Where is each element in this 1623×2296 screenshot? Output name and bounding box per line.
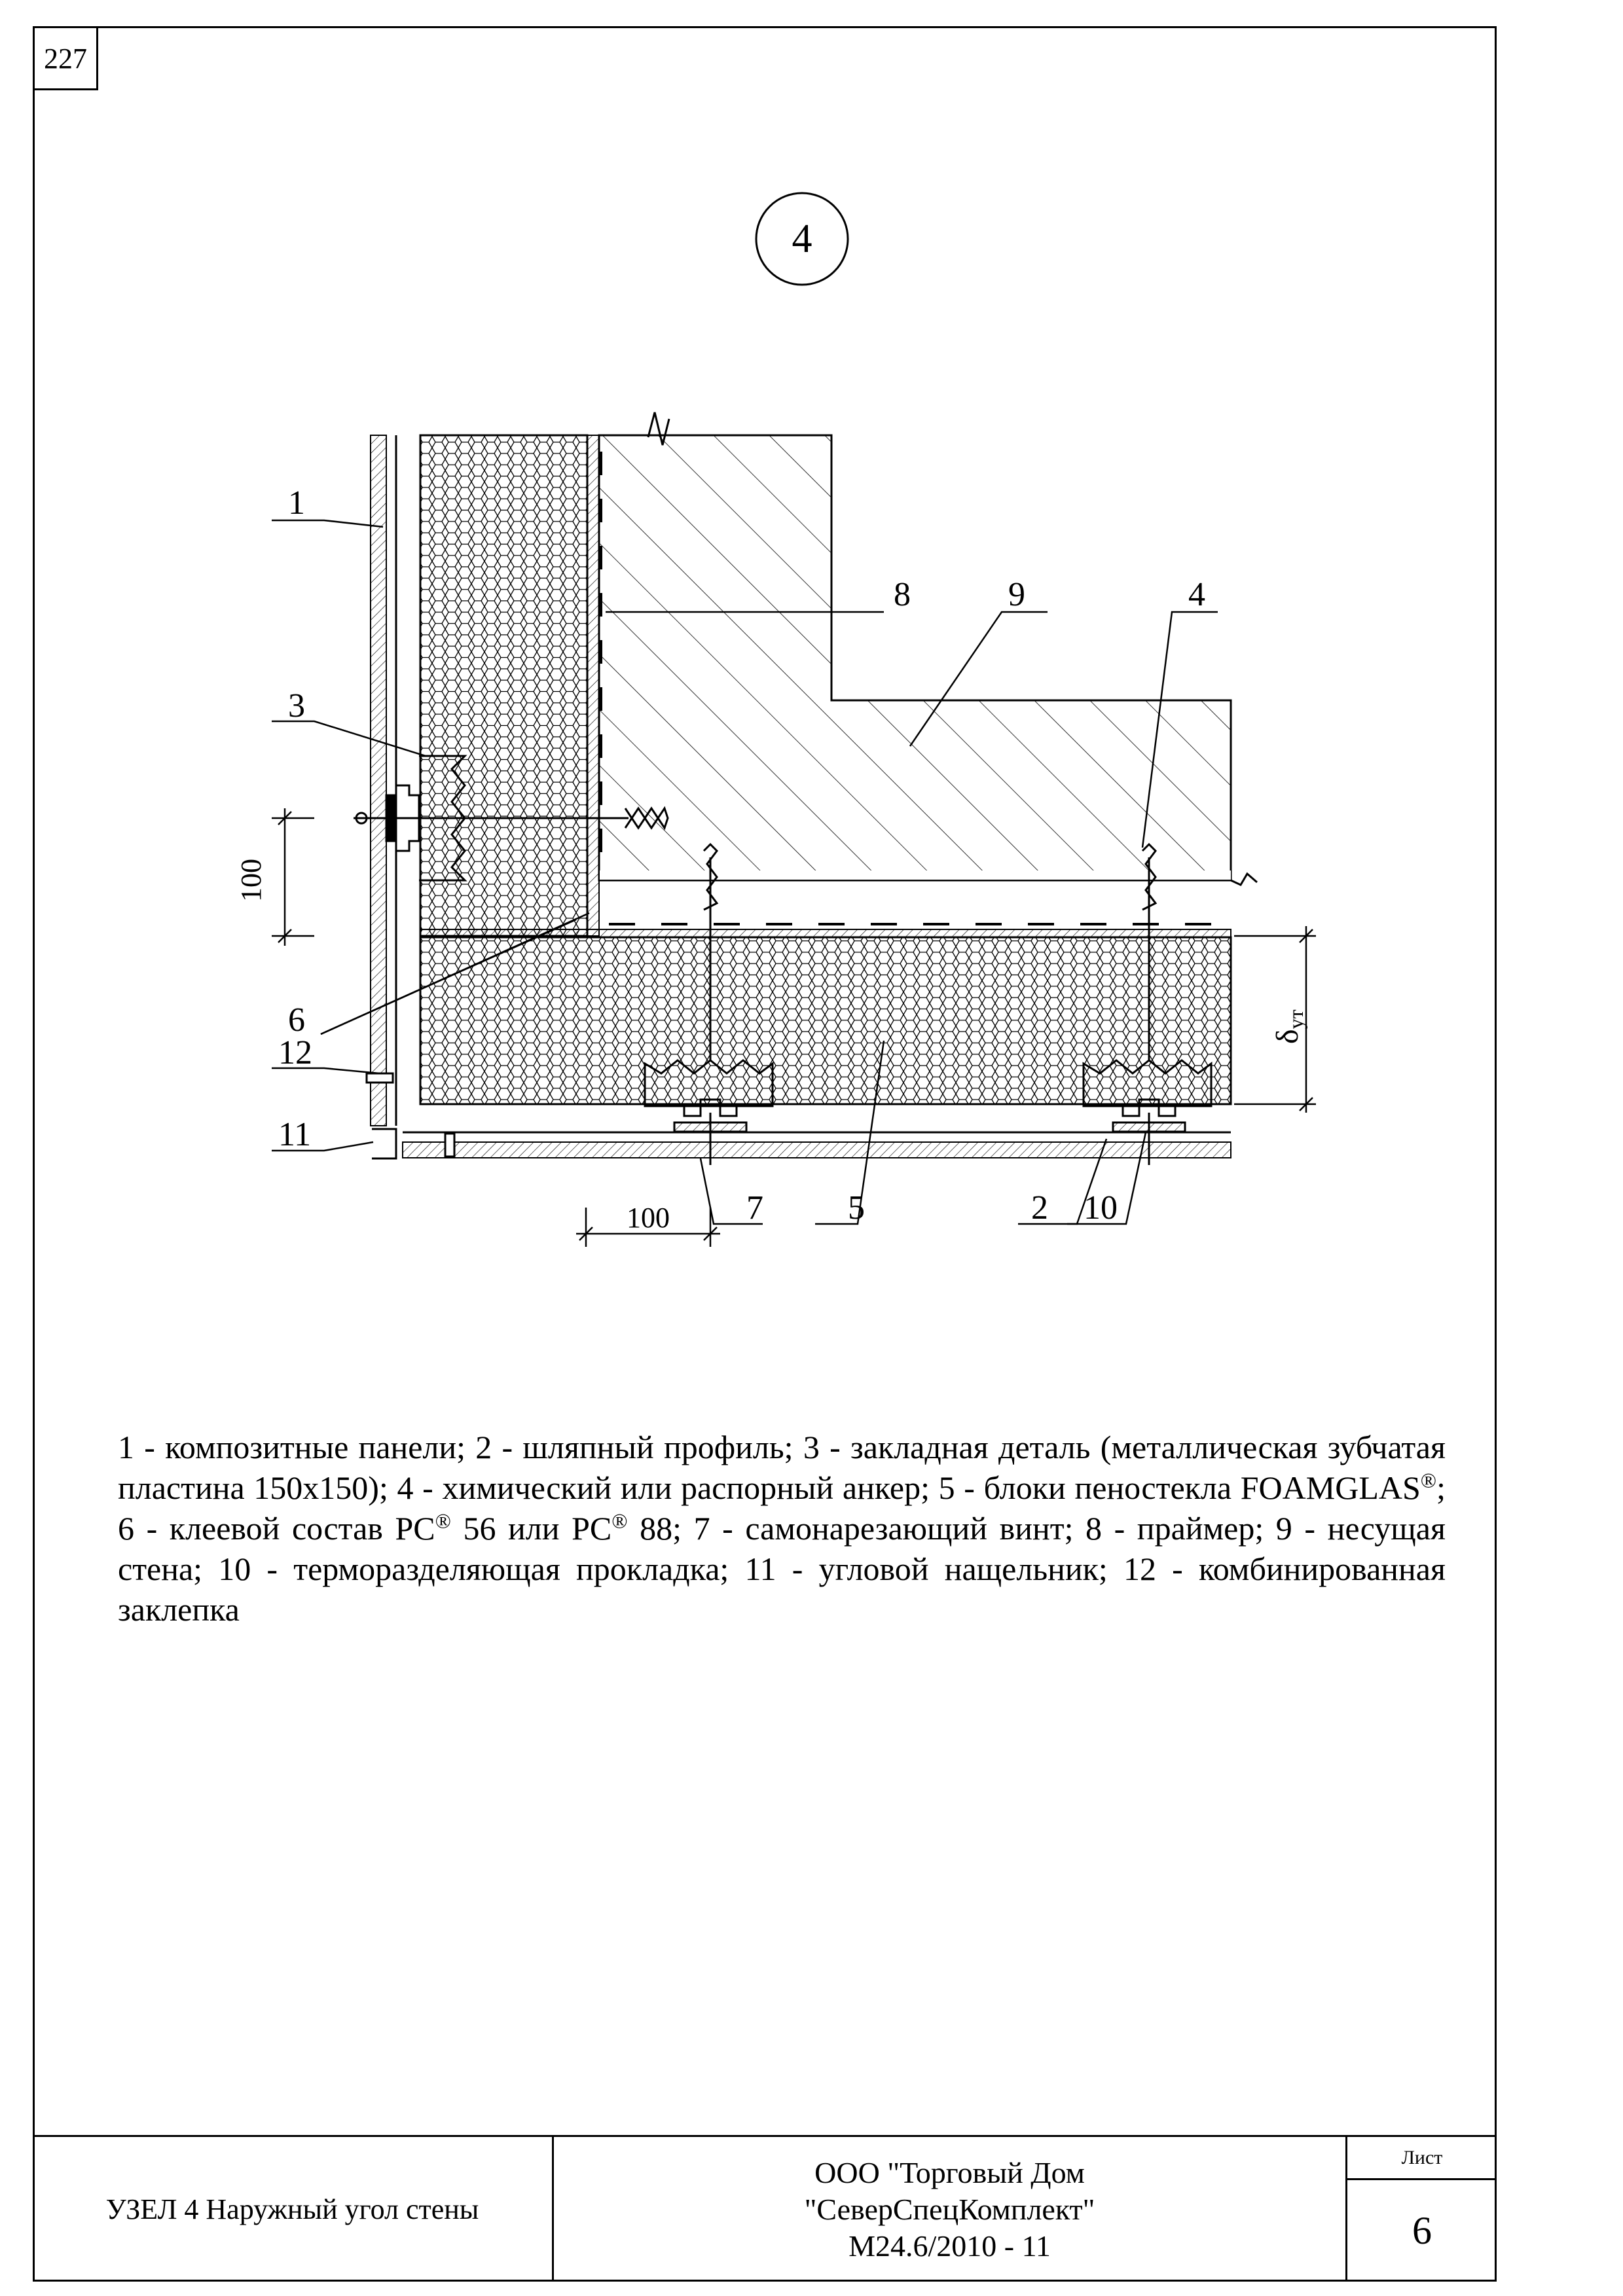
dimension-horizontal-100-label: 100 — [627, 1202, 670, 1234]
node-number: 4 — [792, 217, 812, 261]
dimension-insulation-thickness-label: δут — [1270, 1009, 1307, 1044]
sheet-number: 6 — [1412, 2209, 1432, 2252]
organization-block — [554, 2137, 1347, 2282]
adhesive-layer-vertical — [587, 435, 599, 936]
document-code: М24.6/2010 - 11 — [848, 2229, 1051, 2263]
composite-panel-vertical — [371, 435, 386, 1126]
callout-5: 5 — [848, 1189, 865, 1227]
callout-4: 4 — [1188, 576, 1205, 613]
corner-flashing — [372, 1129, 396, 1158]
adhesive-layer-horizontal — [420, 929, 1231, 937]
drawing-name: УЗЕЛ 4 Наружный угол стены — [33, 2137, 554, 2282]
callout-3: 3 — [288, 687, 305, 725]
callout-11: 11 — [278, 1116, 312, 1153]
org-line-2: "СеверСпецКомплект" — [804, 2192, 1095, 2226]
dimension-vertical-100-label: 100 — [235, 859, 267, 902]
callout-2: 2 — [1031, 1189, 1048, 1227]
callout-6: 6 — [288, 1001, 305, 1039]
page-number: 227 — [33, 26, 98, 90]
sheet-label: Лист — [1347, 2137, 1497, 2180]
break-mark-right — [1231, 874, 1257, 885]
callout-9: 9 — [1008, 576, 1025, 613]
load-bearing-wall — [599, 435, 1231, 880]
callout-8: 8 — [894, 576, 911, 613]
legend: 1 - композитные панели; 2 - шляпный профиль; 3 - закладная деталь (металлическая зубчатая пластина 150х150); 4 - химический или распорный анкер; 5 - блоки пеностекла FOAMGLAS®; 6 - клеевой состав PC® 56 или PC® 88; 7 - самонарезающий винт; 8 - праймер; 9 - несущая стена; 10 - термоpазделяющая прокладка; 11 - угловой нащельник; 12 - комбинированная заклепка — [118, 1429, 1446, 1628]
foamglas-block-vertical — [420, 435, 587, 936]
dimension-vertical-100 — [272, 808, 314, 946]
callout-12: 12 — [278, 1034, 312, 1071]
callout-1: 1 — [288, 484, 305, 522]
callout-7: 7 — [746, 1189, 763, 1227]
callout-10: 10 — [1084, 1189, 1118, 1227]
org-line-1: ООО "Торговый Дом — [814, 2155, 1085, 2189]
sheet-cell — [1347, 2137, 1497, 2282]
composite-panel-horizontal — [403, 1142, 1231, 1158]
title-block — [33, 2135, 1497, 2282]
foamglas-block-horizontal — [420, 937, 1231, 1104]
